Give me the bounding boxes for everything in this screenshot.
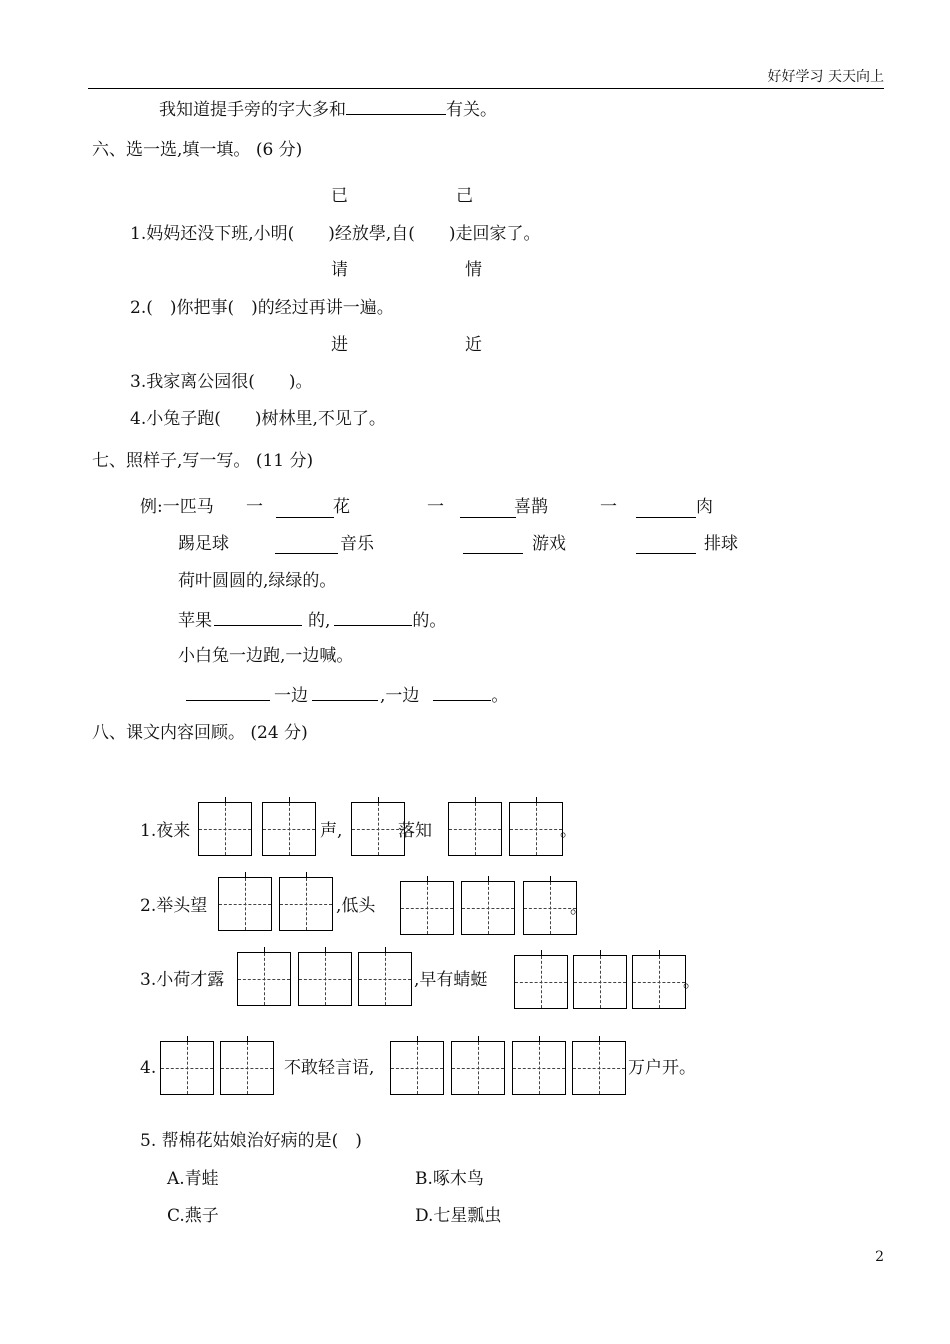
writing-grid-box[interactable] (632, 955, 686, 1009)
writing-grid-box[interactable] (572, 1041, 626, 1095)
option-a[interactable]: A.青蛙 (167, 1169, 219, 1189)
option-d[interactable]: D.七星瓢虫 (415, 1206, 502, 1226)
writing-grid-box[interactable] (358, 952, 412, 1006)
question-3: 3.我家离公园很( )。 (130, 372, 313, 392)
blank-field[interactable] (636, 539, 696, 554)
measure-word-yi: 一 (427, 497, 444, 517)
word: 花 (333, 497, 350, 517)
blank-field[interactable] (312, 686, 378, 701)
blank-field[interactable] (346, 100, 446, 115)
blank-field[interactable] (275, 539, 338, 554)
section6-heading (92, 142, 302, 159)
example-label: 例:一匹马 (140, 497, 214, 517)
intro-text-end: 有关。 (446, 100, 497, 120)
writing-grid-box[interactable] (218, 877, 272, 931)
question-1: 1.妈妈还没下班,小明( )经放學,自( )走回家了。 (130, 224, 541, 244)
header-rule (88, 88, 884, 89)
question-5: 5. 帮棉花姑娘治好病的是( ) (140, 1131, 362, 1151)
text: 的, (308, 611, 331, 631)
example-sentence: 荷叶圆圆的,绿绿的。 (178, 571, 337, 591)
poem-text: 。 (570, 898, 587, 918)
writing-grid-box[interactable] (451, 1041, 505, 1095)
writing-grid-box[interactable] (573, 955, 627, 1009)
char-option: 请 (331, 260, 348, 280)
blank-field[interactable] (334, 611, 412, 626)
option-c[interactable]: C.燕子 (167, 1206, 219, 1226)
writing-grid-box[interactable] (512, 1041, 566, 1095)
char-option: 己 (456, 186, 473, 206)
section-title: 七、照样子,写一写。 (92, 451, 251, 471)
blank-field[interactable] (636, 503, 696, 518)
question-2: 2.( )你把事( )的经过再讲一遍。 (130, 298, 394, 318)
poem-line-3-start: 3.小荷才露 (140, 970, 225, 990)
text: 苹果 (178, 611, 212, 631)
yibian-line (186, 686, 508, 705)
option-b[interactable]: B.啄木鸟 (415, 1169, 484, 1189)
word: 排球 (704, 534, 738, 554)
page-header: 好好学习 天天向上 (767, 69, 884, 85)
text: 一边 (274, 686, 308, 706)
writing-grid-box[interactable] (160, 1041, 214, 1095)
char-option: 已 (331, 186, 348, 206)
poem-text: 落知 (398, 821, 432, 841)
page-number: 2 (875, 1249, 884, 1265)
poem-text: 。 (560, 821, 577, 841)
question-4: 4.小兔子跑( )树林里,不见了。 (130, 409, 386, 429)
word: 肉 (696, 497, 713, 517)
section8-heading (92, 725, 308, 742)
char-option: 近 (465, 335, 482, 355)
text: ,一边 (380, 686, 420, 706)
poem-line-1-start: 1.夜来 (140, 821, 191, 841)
section-score: (11 分) (255, 451, 314, 471)
example-sentence: 小白兔一边跑,一边喊。 (178, 646, 354, 666)
writing-grid-box[interactable] (509, 802, 563, 856)
section-title: 六、选一选,填一填。 (92, 140, 251, 160)
writing-grid-box[interactable] (448, 802, 502, 856)
section-score: (6 分) (255, 140, 303, 160)
blank-field[interactable] (276, 503, 334, 518)
section-score: (24 分) (250, 723, 308, 743)
writing-grid-box[interactable] (237, 952, 291, 1006)
writing-grid-box[interactable] (400, 881, 454, 935)
poem-text: 万户开。 (628, 1058, 696, 1078)
poem-line-4-start: 4. (140, 1058, 157, 1078)
char-option: 进 (331, 335, 348, 355)
blank-field[interactable] (433, 686, 491, 701)
writing-grid-box[interactable] (220, 1041, 274, 1095)
word: 踢足球 (178, 534, 229, 554)
intro-text: 我知道提手旁的字大多和 (159, 100, 346, 120)
poem-text: 。 (683, 972, 700, 992)
poem-text: ,早有蜻蜓 (414, 970, 488, 990)
writing-grid-box[interactable] (523, 881, 577, 935)
poem-text: ,低头 (336, 896, 376, 916)
section7-heading (92, 453, 313, 470)
poem-text: 不敢轻言语, (284, 1058, 375, 1078)
section-title: 八、课文内容回顾。 (92, 723, 245, 743)
blank-field[interactable] (460, 503, 516, 518)
poem-line-2-start: 2.举头望 (140, 896, 208, 916)
writing-grid-box[interactable] (514, 955, 568, 1009)
text: 。 (491, 686, 509, 706)
writing-grid-box[interactable] (262, 802, 316, 856)
writing-grid-box[interactable] (461, 881, 515, 935)
word: 游戏 (532, 534, 566, 554)
writing-grid-box[interactable] (298, 952, 352, 1006)
writing-grid-box[interactable] (390, 1041, 444, 1095)
measure-word-yi: 一 (600, 497, 617, 517)
apple-line (178, 611, 446, 630)
blank-field[interactable] (463, 539, 523, 554)
word: 音乐 (340, 534, 374, 554)
blank-field[interactable] (214, 611, 302, 626)
writing-grid-box[interactable] (351, 802, 405, 856)
char-option: 情 (465, 260, 482, 280)
writing-grid-box[interactable] (198, 802, 252, 856)
intro-line (159, 100, 497, 119)
poem-text: 声, (320, 821, 343, 841)
measure-word-yi: 一 (246, 497, 263, 517)
blank-field[interactable] (186, 686, 270, 701)
writing-grid-box[interactable] (279, 877, 333, 931)
text: 的。 (412, 611, 447, 631)
word: 喜鹊 (514, 497, 548, 517)
